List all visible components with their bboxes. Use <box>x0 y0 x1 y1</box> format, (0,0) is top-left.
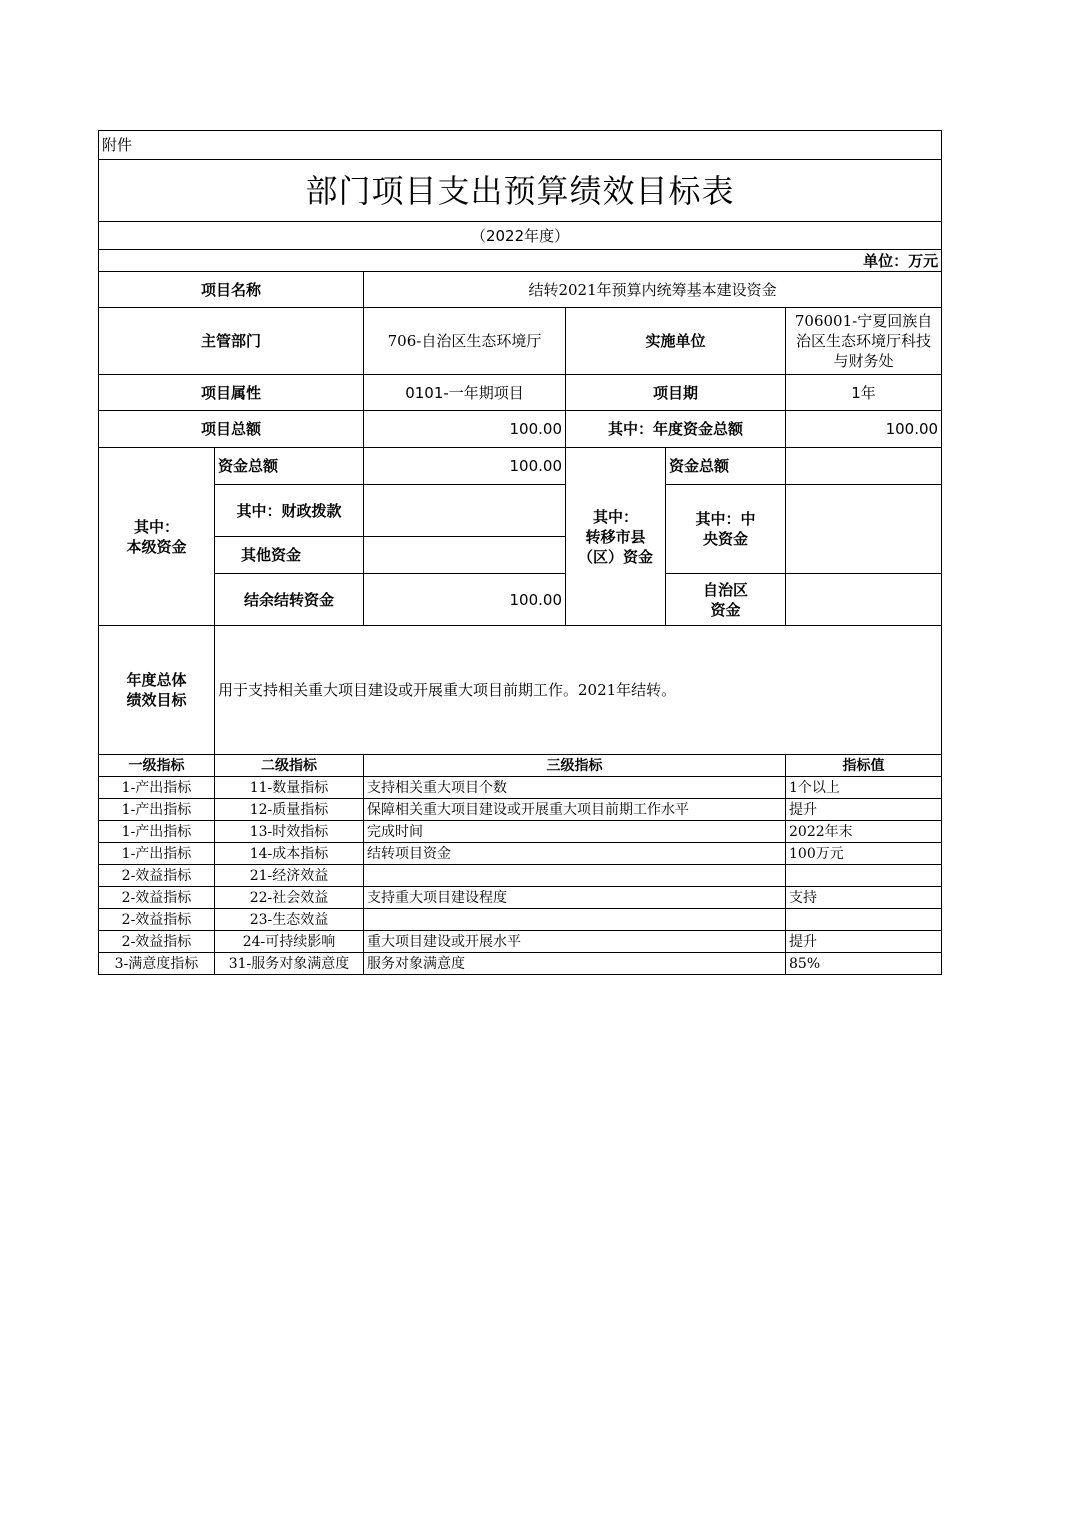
indicator-level2: 24-可持续影响 <box>215 931 364 953</box>
project-total-label: 项目总额 <box>99 411 364 448</box>
transfer-total-value <box>786 448 942 485</box>
indicator-level2: 12-质量指标 <box>215 799 364 821</box>
table-row <box>99 777 942 799</box>
budget-performance-sheet <box>98 130 941 975</box>
other-funds-value <box>364 537 566 574</box>
goal-label: 年度总体 绩效目标 <box>99 626 215 755</box>
carryover-value: 100.00 <box>364 574 566 626</box>
indicator-level3: 重大项目建设或开展水平 <box>364 931 786 953</box>
budget-table <box>98 130 942 975</box>
project-name-value: 结转2021年预算内统筹基本建设资金 <box>364 272 942 308</box>
indicator-level2: 22-社会效益 <box>215 887 364 909</box>
table-row <box>99 821 942 843</box>
table-row <box>99 953 942 975</box>
indicator-level1: 1-产出指标 <box>99 799 215 821</box>
indicator-header-level2: 二级指标 <box>215 755 364 777</box>
project-name-label: 项目名称 <box>99 272 364 308</box>
project-total-value: 100.00 <box>364 411 566 448</box>
indicator-value: 85% <box>786 953 942 975</box>
indicator-level1: 2-效益指标 <box>99 909 215 931</box>
indicator-level1: 2-效益指标 <box>99 931 215 953</box>
transfer-total-label: 资金总额 <box>666 448 786 485</box>
goal-value: 用于支持相关重大项目建设或开展重大项目前期工作。2021年结转。 <box>215 626 942 755</box>
fiscal-value <box>364 485 566 537</box>
table-row <box>99 887 942 909</box>
indicator-level3: 结转项目资金 <box>364 843 786 865</box>
table-row <box>99 909 942 931</box>
unit-label: 单位：万元 <box>99 250 942 272</box>
impl-unit-label: 实施单位 <box>566 308 786 375</box>
table-row <box>99 843 942 865</box>
project-attr-value: 0101-一年期项目 <box>364 375 566 411</box>
indicator-level2: 11-数量指标 <box>215 777 364 799</box>
indicator-value: 1个以上 <box>786 777 942 799</box>
indicator-level1: 2-效益指标 <box>99 865 215 887</box>
indicator-level2: 23-生态效益 <box>215 909 364 931</box>
project-period-label: 项目期 <box>566 375 786 411</box>
indicator-value <box>786 909 942 931</box>
indicator-value: 提升 <box>786 799 942 821</box>
central-funds-value <box>786 485 942 574</box>
indicator-level1: 1-产出指标 <box>99 777 215 799</box>
project-attr-label: 项目属性 <box>99 375 364 411</box>
dept-value: 706-自治区生态环境厅 <box>364 308 566 375</box>
project-period-value: 1年 <box>786 375 942 411</box>
indicator-header-value: 指标值 <box>786 755 942 777</box>
indicator-level2: 13-时效指标 <box>215 821 364 843</box>
indicator-level3 <box>364 865 786 887</box>
indicator-value: 2022年末 <box>786 821 942 843</box>
local-funds-group-label: 其中： 本级资金 <box>99 448 215 626</box>
page-title: 部门项目支出预算绩效目标表 <box>99 160 942 222</box>
indicator-level3: 支持重大项目建设程度 <box>364 887 786 909</box>
indicator-header-level3: 三级指标 <box>364 755 786 777</box>
indicator-value: 提升 <box>786 931 942 953</box>
annual-total-value: 100.00 <box>786 411 942 448</box>
indicator-level3: 保障相关重大项目建设或开展重大项目前期工作水平 <box>364 799 786 821</box>
region-funds-value <box>786 574 942 626</box>
indicator-level3 <box>364 909 786 931</box>
annual-total-label: 其中：年度资金总额 <box>566 411 786 448</box>
table-row <box>99 799 942 821</box>
indicator-level1: 2-效益指标 <box>99 887 215 909</box>
indicator-header-level1: 一级指标 <box>99 755 215 777</box>
attachment-label: 附件 <box>99 131 942 160</box>
table-row <box>99 931 942 953</box>
year-label: （2022年度） <box>99 222 942 250</box>
central-funds-label: 其中：中 央资金 <box>666 485 786 574</box>
indicator-level1: 1-产出指标 <box>99 821 215 843</box>
transfer-funds-group-label: 其中： 转移市县 （区）资金 <box>566 448 666 626</box>
indicator-level2: 21-经济效益 <box>215 865 364 887</box>
indicator-level1: 3-满意度指标 <box>99 953 215 975</box>
indicator-value: 支持 <box>786 887 942 909</box>
table-row <box>99 865 942 887</box>
indicator-value: 100万元 <box>786 843 942 865</box>
local-total-value: 100.00 <box>364 448 566 485</box>
indicator-value <box>786 865 942 887</box>
indicator-level3: 服务对象满意度 <box>364 953 786 975</box>
indicator-level1: 1-产出指标 <box>99 843 215 865</box>
dept-label: 主管部门 <box>99 308 364 375</box>
region-funds-label: 自治区 资金 <box>666 574 786 626</box>
indicator-level2: 31-服务对象满意度 <box>215 953 364 975</box>
carryover-label: 结余结转资金 <box>215 574 364 626</box>
other-funds-label: 其他资金 <box>215 537 364 574</box>
local-total-label: 资金总额 <box>215 448 364 485</box>
indicator-level3: 支持相关重大项目个数 <box>364 777 786 799</box>
fiscal-label: 其中：财政拨款 <box>215 485 364 537</box>
indicator-level2: 14-成本指标 <box>215 843 364 865</box>
impl-unit-value: 706001-宁夏回族自治区生态环境厅科技与财务处 <box>786 308 942 375</box>
indicator-level3: 完成时间 <box>364 821 786 843</box>
